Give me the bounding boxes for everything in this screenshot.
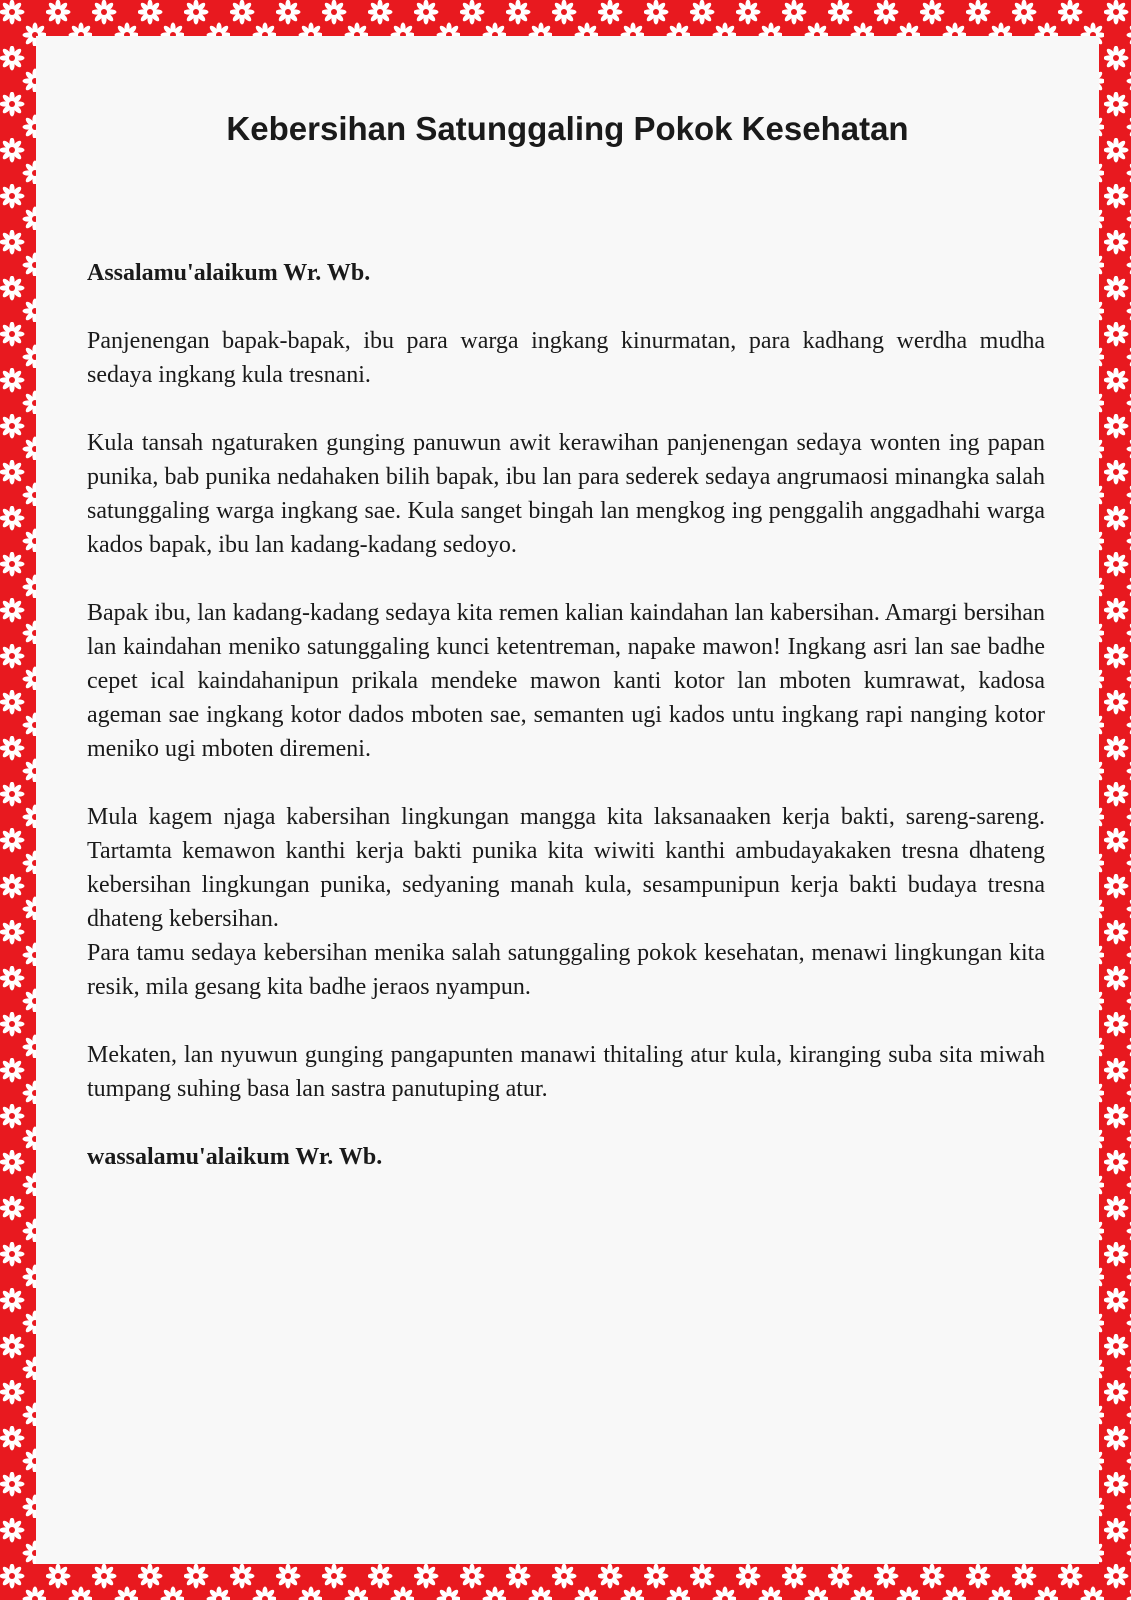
letter-body xyxy=(87,256,1045,1174)
opening-greeting: Assalamu'alaikum Wr. Wb. xyxy=(87,260,371,286)
paragraph-4: Mula kagem njaga kabersihan lingkungan mangga kita laksanaaken kerja bakti, sareng-sareng. Tartamta kemawon kanthi kerja bakti punika kita wiwiti kanthi ambudayakaken tresna dhateng kebersihan lingkungan punika, sedyaning manah kula, sesampunipun kerja bakti budaya tresna dhateng kebersihan. xyxy=(87,804,1045,932)
closing-greeting: wassalamu'alaikum Wr. Wb. xyxy=(87,1144,383,1170)
page-title: Kebersihan Satunggaling Pokok Kesehatan xyxy=(226,110,909,147)
paragraph-1: Panjenengan bapak-bapak, ibu para warga ingkang kinurmatan, para kadhang werdha mudha sedaya ingkang kula tresnani. xyxy=(87,328,1045,388)
paragraph-5: Para tamu sedaya kebersihan menika salah satunggaling pokok kesehatan, menawi lingkungan kita resik, mila gesang kita badhe jeraos nyampun. xyxy=(87,940,1045,1000)
paragraph-2: Kula tansah ngaturaken gunging panuwun awit kerawihan panjenengan sedaya wonten ing papan punika, bab punika nedahaken bilih bapak, ibu lan para sederek sedaya angrumaosi minangka salah satunggaling warga ingkang sae. Kula sanget bingah lan mengkog ing penggalih anggadhahi warga kados bapak, ibu lan kadang-kadang sedoyo. xyxy=(87,430,1045,558)
paragraph-3: Bapak ibu, lan kadang-kadang sedaya kita remen kalian kaindahan lan kabersihan. Amargi bersihan lan kaindahan meniko satunggaling kunci ketentreman, napake mawon! Ingkang asri lan sae badhe cepet ical kaindahanipun prikala mendeke mawon kanti kotor lan mboten kumrawat, kadosa ageman sae ingkang kotor dados mboten sae, semanten ugi kados untu ingkang rapi nanging kotor meniko ugi mboten diremeni. xyxy=(87,600,1045,762)
letter-paper xyxy=(36,36,1099,1564)
paragraph-6: Mekaten, lan nyuwun gunging pangapunten manawi thitaling atur kula, kiranging suba sita miwah tumpang suhing basa lan sastra panutuping atur. xyxy=(87,1042,1045,1102)
